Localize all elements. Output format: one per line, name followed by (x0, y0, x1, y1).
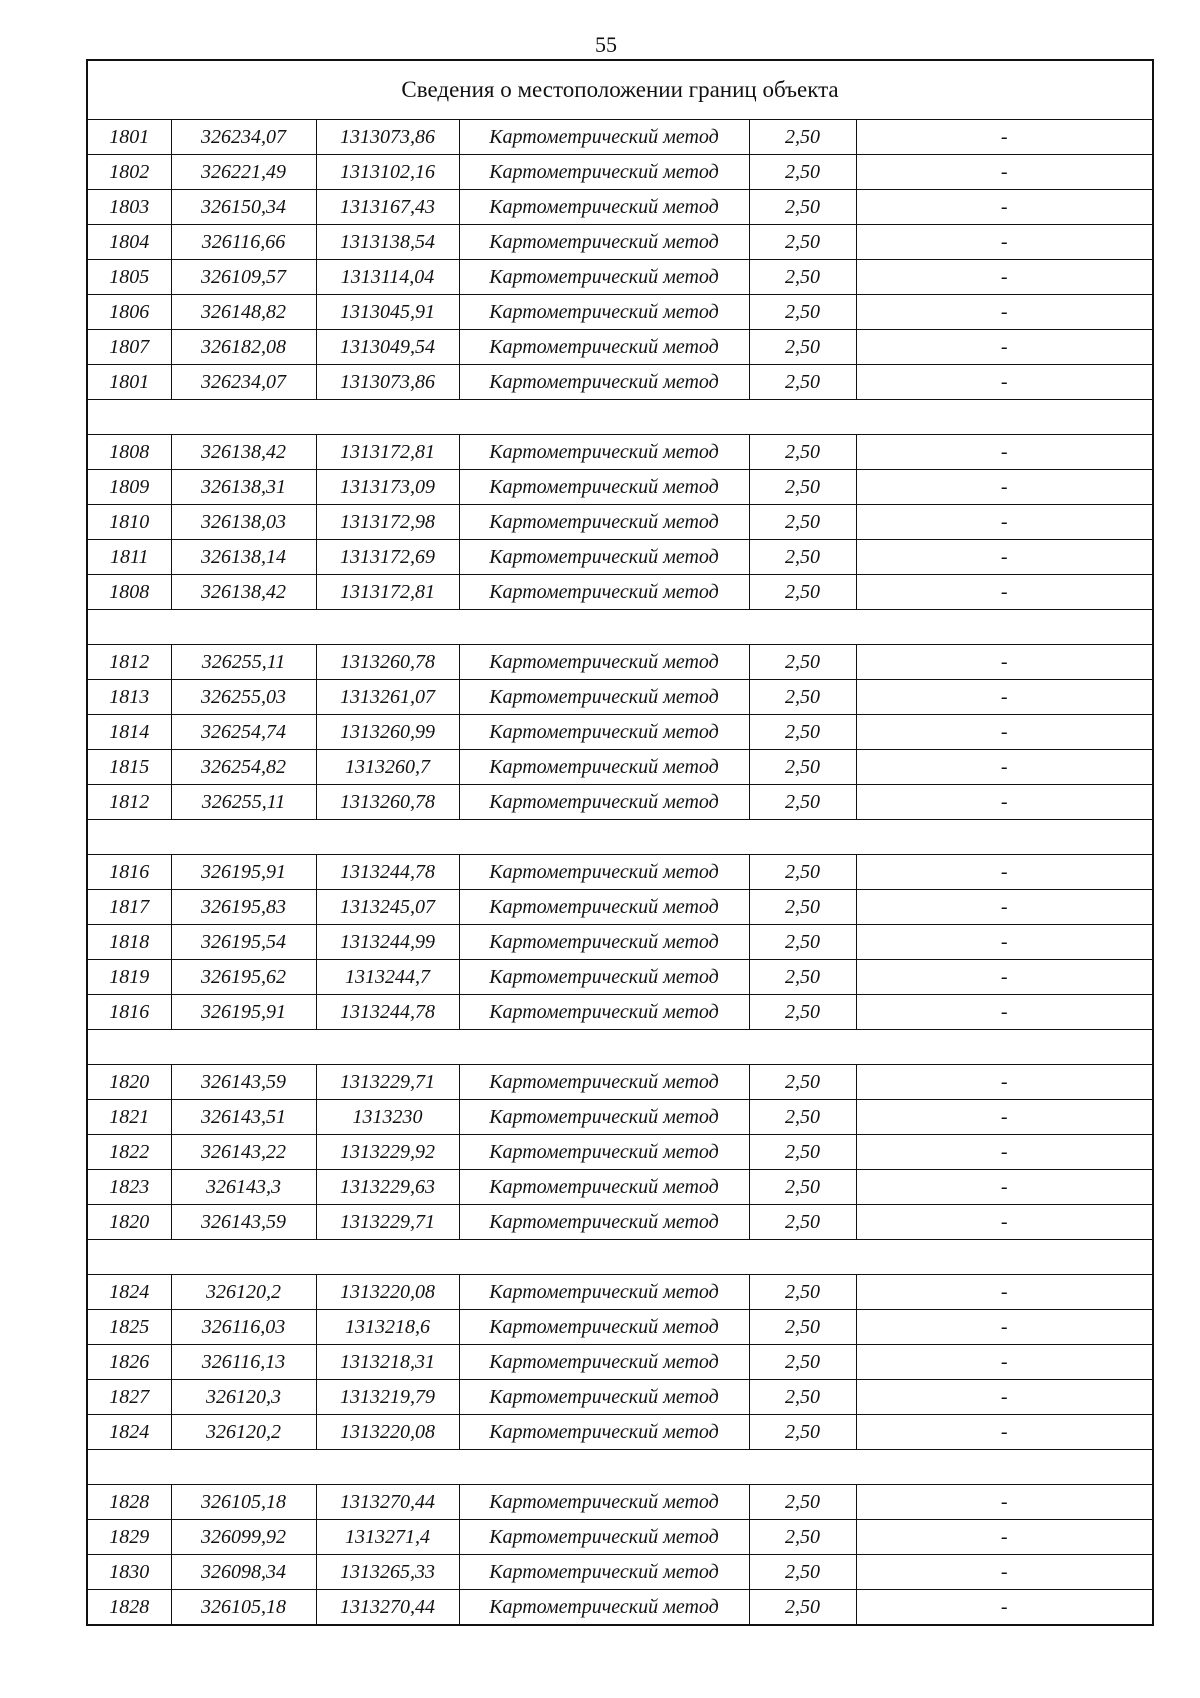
table-row (87, 435, 1153, 470)
cell-coordinate-y: 1313261,07 (316, 680, 459, 715)
cell-note: - (856, 750, 1153, 785)
cell-note: - (856, 645, 1153, 680)
cell-precision: 2,50 (749, 890, 856, 925)
boundary-table-container (86, 59, 1152, 1626)
table-row (87, 120, 1153, 155)
cell-precision: 2,50 (749, 785, 856, 820)
cell-point-number: 1812 (87, 645, 171, 680)
table-row (87, 295, 1153, 330)
cell-note: - (856, 295, 1153, 330)
cell-point-number: 1811 (87, 540, 171, 575)
cell-coordinate-y: 1313244,78 (316, 855, 459, 890)
cell-coordinate-x: 326221,49 (171, 155, 316, 190)
cell-point-number: 1812 (87, 785, 171, 820)
cell-method: Картометрический метод (459, 1135, 749, 1170)
cell-note: - (856, 1485, 1153, 1520)
contour-separator-cell (87, 1030, 1153, 1065)
cell-note: - (856, 1555, 1153, 1590)
cell-precision: 2,50 (749, 1135, 856, 1170)
cell-note: - (856, 260, 1153, 295)
cell-method: Картометрический метод (459, 855, 749, 890)
cell-precision: 2,50 (749, 1520, 856, 1555)
cell-note: - (856, 1135, 1153, 1170)
cell-point-number: 1823 (87, 1170, 171, 1205)
cell-precision: 2,50 (749, 470, 856, 505)
table-row (87, 750, 1153, 785)
cell-coordinate-x: 326255,03 (171, 680, 316, 715)
cell-method: Картометрический метод (459, 190, 749, 225)
contour-separator-row (87, 610, 1153, 645)
cell-precision: 2,50 (749, 575, 856, 610)
contour-separator-row (87, 400, 1153, 435)
cell-precision: 2,50 (749, 1380, 856, 1415)
cell-coordinate-y: 1313244,7 (316, 960, 459, 995)
cell-note: - (856, 470, 1153, 505)
cell-point-number: 1829 (87, 1520, 171, 1555)
cell-point-number: 1820 (87, 1205, 171, 1240)
cell-precision: 2,50 (749, 680, 856, 715)
cell-coordinate-x: 326138,42 (171, 435, 316, 470)
table-row (87, 1345, 1153, 1380)
cell-coordinate-x: 326255,11 (171, 645, 316, 680)
cell-coordinate-y: 1313172,98 (316, 505, 459, 540)
cell-point-number: 1809 (87, 470, 171, 505)
table-row (87, 1065, 1153, 1100)
table-row (87, 470, 1153, 505)
cell-note: - (856, 225, 1153, 260)
cell-precision: 2,50 (749, 715, 856, 750)
cell-precision: 2,50 (749, 1590, 856, 1626)
table-row (87, 645, 1153, 680)
cell-method: Картометрический метод (459, 470, 749, 505)
contour-separator-row (87, 1450, 1153, 1485)
cell-point-number: 1815 (87, 750, 171, 785)
cell-coordinate-y: 1313229,71 (316, 1205, 459, 1240)
cell-coordinate-x: 326195,62 (171, 960, 316, 995)
contour-separator-cell (87, 820, 1153, 855)
cell-point-number: 1818 (87, 925, 171, 960)
cell-precision: 2,50 (749, 1275, 856, 1310)
cell-point-number: 1827 (87, 1380, 171, 1415)
cell-coordinate-y: 1313220,08 (316, 1415, 459, 1450)
cell-point-number: 1824 (87, 1415, 171, 1450)
cell-note: - (856, 960, 1153, 995)
cell-coordinate-x: 326254,82 (171, 750, 316, 785)
table-row (87, 155, 1153, 190)
cell-coordinate-y: 1313172,81 (316, 435, 459, 470)
table-row (87, 1590, 1153, 1626)
cell-method: Картометрический метод (459, 1065, 749, 1100)
cell-method: Картометрический метод (459, 1205, 749, 1240)
table-row (87, 1415, 1153, 1450)
cell-precision: 2,50 (749, 645, 856, 680)
contour-separator-row (87, 820, 1153, 855)
cell-point-number: 1816 (87, 995, 171, 1030)
cell-note: - (856, 365, 1153, 400)
cell-coordinate-y: 1313230 (316, 1100, 459, 1135)
cell-coordinate-x: 326109,57 (171, 260, 316, 295)
table-row (87, 260, 1153, 295)
cell-note: - (856, 1170, 1153, 1205)
cell-note: - (856, 925, 1153, 960)
cell-coordinate-x: 326116,03 (171, 1310, 316, 1345)
cell-precision: 2,50 (749, 925, 856, 960)
cell-point-number: 1804 (87, 225, 171, 260)
cell-note: - (856, 1520, 1153, 1555)
cell-coordinate-y: 1313073,86 (316, 365, 459, 400)
table-row (87, 1170, 1153, 1205)
cell-coordinate-y: 1313172,81 (316, 575, 459, 610)
cell-coordinate-y: 1313229,63 (316, 1170, 459, 1205)
cell-coordinate-x: 326143,3 (171, 1170, 316, 1205)
cell-coordinate-y: 1313244,99 (316, 925, 459, 960)
table-row (87, 1100, 1153, 1135)
cell-precision: 2,50 (749, 365, 856, 400)
table-row (87, 960, 1153, 995)
cell-method: Картометрический метод (459, 680, 749, 715)
cell-method: Картометрический метод (459, 750, 749, 785)
table-row (87, 225, 1153, 260)
cell-coordinate-y: 1313260,78 (316, 785, 459, 820)
cell-coordinate-y: 1313218,6 (316, 1310, 459, 1345)
cell-coordinate-y: 1313270,44 (316, 1485, 459, 1520)
cell-precision: 2,50 (749, 1100, 856, 1135)
table-row (87, 505, 1153, 540)
cell-coordinate-x: 326098,34 (171, 1555, 316, 1590)
cell-precision: 2,50 (749, 1310, 856, 1345)
table-row (87, 1485, 1153, 1520)
cell-precision: 2,50 (749, 1415, 856, 1450)
cell-method: Картометрический метод (459, 645, 749, 680)
cell-method: Картометрический метод (459, 1520, 749, 1555)
cell-note: - (856, 1380, 1153, 1415)
cell-precision: 2,50 (749, 155, 856, 190)
table-header-row (87, 60, 1153, 120)
table-title: Сведения о местоположении границ объекта (87, 60, 1153, 120)
cell-point-number: 1820 (87, 1065, 171, 1100)
cell-precision: 2,50 (749, 1065, 856, 1100)
cell-point-number: 1828 (87, 1590, 171, 1626)
cell-method: Картометрический метод (459, 1275, 749, 1310)
cell-coordinate-x: 326138,31 (171, 470, 316, 505)
cell-precision: 2,50 (749, 540, 856, 575)
cell-method: Картометрический метод (459, 260, 749, 295)
cell-coordinate-x: 326120,2 (171, 1415, 316, 1450)
contour-separator-row (87, 1030, 1153, 1065)
cell-point-number: 1802 (87, 155, 171, 190)
cell-point-number: 1824 (87, 1275, 171, 1310)
cell-coordinate-x: 326138,14 (171, 540, 316, 575)
table-row (87, 190, 1153, 225)
cell-note: - (856, 190, 1153, 225)
cell-coordinate-y: 1313271,4 (316, 1520, 459, 1555)
cell-coordinate-x: 326234,07 (171, 365, 316, 400)
cell-coordinate-y: 1313172,69 (316, 540, 459, 575)
cell-coordinate-x: 326143,22 (171, 1135, 316, 1170)
cell-point-number: 1822 (87, 1135, 171, 1170)
table-row (87, 365, 1153, 400)
cell-note: - (856, 715, 1153, 750)
cell-method: Картометрический метод (459, 225, 749, 260)
cell-coordinate-y: 1313220,08 (316, 1275, 459, 1310)
cell-precision: 2,50 (749, 190, 856, 225)
cell-method: Картометрический метод (459, 1555, 749, 1590)
cell-coordinate-y: 1313270,44 (316, 1590, 459, 1626)
cell-coordinate-y: 1313102,16 (316, 155, 459, 190)
cell-note: - (856, 1310, 1153, 1345)
cell-point-number: 1808 (87, 575, 171, 610)
cell-method: Картометрический метод (459, 1310, 749, 1345)
cell-coordinate-x: 326116,13 (171, 1345, 316, 1380)
table-row (87, 1310, 1153, 1345)
cell-note: - (856, 1100, 1153, 1135)
table-row (87, 995, 1153, 1030)
cell-precision: 2,50 (749, 260, 856, 295)
cell-coordinate-x: 326138,03 (171, 505, 316, 540)
cell-note: - (856, 785, 1153, 820)
cell-precision: 2,50 (749, 505, 856, 540)
cell-note: - (856, 575, 1153, 610)
cell-note: - (856, 330, 1153, 365)
table-row (87, 1555, 1153, 1590)
cell-note: - (856, 1275, 1153, 1310)
cell-method: Картометрический метод (459, 1380, 749, 1415)
cell-coordinate-y: 1313219,79 (316, 1380, 459, 1415)
cell-coordinate-y: 1313260,99 (316, 715, 459, 750)
cell-coordinate-y: 1313049,54 (316, 330, 459, 365)
table-row (87, 680, 1153, 715)
cell-note: - (856, 120, 1153, 155)
cell-coordinate-x: 326105,18 (171, 1590, 316, 1626)
cell-coordinate-x: 326099,92 (171, 1520, 316, 1555)
table-row (87, 855, 1153, 890)
table-row (87, 575, 1153, 610)
cell-method: Картометрический метод (459, 505, 749, 540)
contour-separator-cell (87, 610, 1153, 645)
table-row (87, 715, 1153, 750)
cell-coordinate-x: 326182,08 (171, 330, 316, 365)
cell-precision: 2,50 (749, 1345, 856, 1380)
cell-coordinate-x: 326195,91 (171, 995, 316, 1030)
cell-method: Картометрический метод (459, 925, 749, 960)
cell-point-number: 1830 (87, 1555, 171, 1590)
cell-coordinate-y: 1313265,33 (316, 1555, 459, 1590)
cell-method: Картометрический метод (459, 1170, 749, 1205)
cell-method: Картометрический метод (459, 1345, 749, 1380)
cell-method: Картометрический метод (459, 365, 749, 400)
cell-coordinate-x: 326143,51 (171, 1100, 316, 1135)
cell-coordinate-y: 1313167,43 (316, 190, 459, 225)
cell-method: Картометрический метод (459, 330, 749, 365)
cell-method: Картометрический метод (459, 120, 749, 155)
cell-coordinate-x: 326255,11 (171, 785, 316, 820)
cell-point-number: 1801 (87, 120, 171, 155)
cell-method: Картометрический метод (459, 1590, 749, 1626)
cell-method: Картометрический метод (459, 1415, 749, 1450)
table-row (87, 540, 1153, 575)
table-row (87, 1380, 1153, 1415)
cell-coordinate-y: 1313229,71 (316, 1065, 459, 1100)
table-row (87, 1520, 1153, 1555)
contour-separator-cell (87, 1240, 1153, 1275)
cell-precision: 2,50 (749, 995, 856, 1030)
cell-precision: 2,50 (749, 1555, 856, 1590)
table-row (87, 925, 1153, 960)
cell-coordinate-x: 326195,91 (171, 855, 316, 890)
cell-coordinate-x: 326195,83 (171, 890, 316, 925)
table-row (87, 890, 1153, 925)
cell-method: Картометрический метод (459, 540, 749, 575)
contour-separator-row (87, 1240, 1153, 1275)
cell-precision: 2,50 (749, 1205, 856, 1240)
cell-point-number: 1801 (87, 365, 171, 400)
cell-note: - (856, 890, 1153, 925)
cell-coordinate-y: 1313229,92 (316, 1135, 459, 1170)
cell-coordinate-y: 1313260,78 (316, 645, 459, 680)
cell-precision: 2,50 (749, 960, 856, 995)
cell-note: - (856, 1065, 1153, 1100)
cell-precision: 2,50 (749, 855, 856, 890)
table-row (87, 1205, 1153, 1240)
cell-coordinate-y: 1313138,54 (316, 225, 459, 260)
cell-method: Картометрический метод (459, 295, 749, 330)
cell-method: Картометрический метод (459, 155, 749, 190)
cell-method: Картометрический метод (459, 715, 749, 750)
cell-coordinate-y: 1313073,86 (316, 120, 459, 155)
cell-point-number: 1819 (87, 960, 171, 995)
cell-note: - (856, 435, 1153, 470)
cell-coordinate-x: 326143,59 (171, 1205, 316, 1240)
cell-method: Картометрический метод (459, 960, 749, 995)
cell-method: Картометрический метод (459, 435, 749, 470)
cell-point-number: 1807 (87, 330, 171, 365)
cell-coordinate-x: 326254,74 (171, 715, 316, 750)
cell-point-number: 1813 (87, 680, 171, 715)
cell-point-number: 1803 (87, 190, 171, 225)
cell-coordinate-x: 326148,82 (171, 295, 316, 330)
cell-precision: 2,50 (749, 750, 856, 785)
cell-precision: 2,50 (749, 1170, 856, 1205)
cell-coordinate-y: 1313173,09 (316, 470, 459, 505)
cell-note: - (856, 505, 1153, 540)
cell-coordinate-y: 1313114,04 (316, 260, 459, 295)
cell-point-number: 1825 (87, 1310, 171, 1345)
cell-method: Картометрический метод (459, 890, 749, 925)
cell-note: - (856, 680, 1153, 715)
cell-point-number: 1816 (87, 855, 171, 890)
cell-note: - (856, 1415, 1153, 1450)
cell-precision: 2,50 (749, 295, 856, 330)
cell-note: - (856, 1205, 1153, 1240)
cell-point-number: 1806 (87, 295, 171, 330)
cell-point-number: 1814 (87, 715, 171, 750)
cell-coordinate-x: 326105,18 (171, 1485, 316, 1520)
cell-note: - (856, 1345, 1153, 1380)
cell-precision: 2,50 (749, 435, 856, 470)
cell-point-number: 1810 (87, 505, 171, 540)
cell-note: - (856, 155, 1153, 190)
cell-method: Картометрический метод (459, 575, 749, 610)
table-row (87, 785, 1153, 820)
cell-coordinate-y: 1313244,78 (316, 995, 459, 1030)
cell-note: - (856, 995, 1153, 1030)
table-body (87, 60, 1153, 1625)
cell-point-number: 1828 (87, 1485, 171, 1520)
table-row (87, 1135, 1153, 1170)
cell-point-number: 1821 (87, 1100, 171, 1135)
cell-method: Картометрический метод (459, 785, 749, 820)
cell-precision: 2,50 (749, 120, 856, 155)
cell-method: Картометрический метод (459, 995, 749, 1030)
cell-coordinate-x: 326195,54 (171, 925, 316, 960)
cell-point-number: 1817 (87, 890, 171, 925)
cell-coordinate-y: 1313245,07 (316, 890, 459, 925)
cell-point-number: 1826 (87, 1345, 171, 1380)
table-row (87, 330, 1153, 365)
cell-coordinate-y: 1313260,7 (316, 750, 459, 785)
cell-coordinate-x: 326120,2 (171, 1275, 316, 1310)
cell-coordinate-x: 326234,07 (171, 120, 316, 155)
cell-precision: 2,50 (749, 330, 856, 365)
cell-method: Картометрический метод (459, 1485, 749, 1520)
cell-precision: 2,50 (749, 225, 856, 260)
cell-precision: 2,50 (749, 1485, 856, 1520)
boundary-table (86, 59, 1154, 1626)
cell-point-number: 1805 (87, 260, 171, 295)
cell-coordinate-x: 326120,3 (171, 1380, 316, 1415)
page-number: 55 (595, 32, 617, 57)
cell-coordinate-x: 326150,34 (171, 190, 316, 225)
cell-coordinate-x: 326143,59 (171, 1065, 316, 1100)
cell-coordinate-x: 326116,66 (171, 225, 316, 260)
table-row (87, 1275, 1153, 1310)
cell-note: - (856, 855, 1153, 890)
contour-separator-cell (87, 400, 1153, 435)
cell-coordinate-x: 326138,42 (171, 575, 316, 610)
cell-coordinate-y: 1313045,91 (316, 295, 459, 330)
contour-separator-cell (87, 1450, 1153, 1485)
cell-note: - (856, 540, 1153, 575)
cell-coordinate-y: 1313218,31 (316, 1345, 459, 1380)
cell-method: Картометрический метод (459, 1100, 749, 1135)
cell-note: - (856, 1590, 1153, 1626)
cell-point-number: 1808 (87, 435, 171, 470)
